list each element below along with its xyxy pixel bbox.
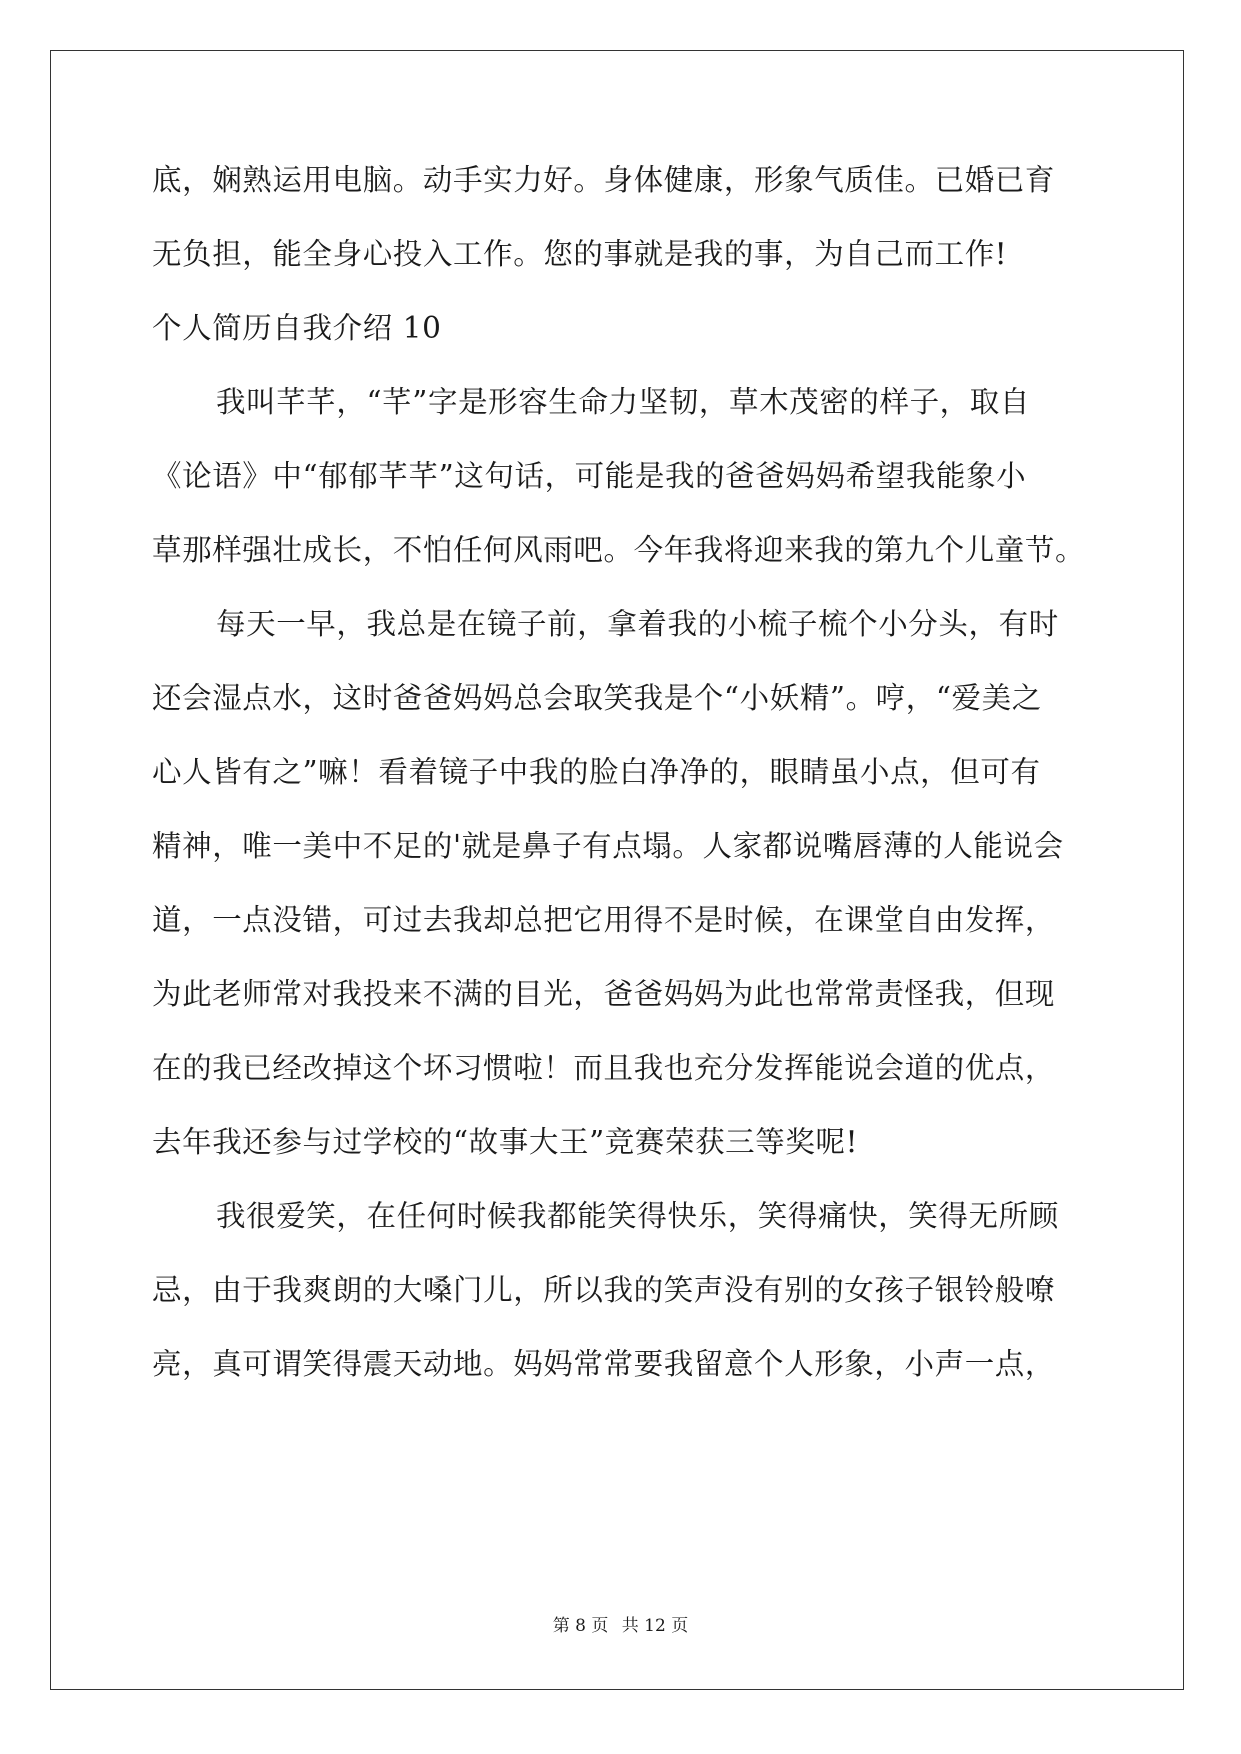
text-line: 《论语》中“郁郁芊芊”这句话，可能是我的爸爸妈妈希望我能象小 [152,459,1027,493]
text-line: 去年我还参与过学校的“故事大王”竞赛荣获三等奖呢! [152,1125,859,1159]
text-line: 亮，真可谓笑得震天动地。妈妈常常要我留意个人形象，小声一点， [152,1347,1056,1381]
text-line: 心人皆有之”嘛！看着镜子中我的脸白净净的，眼睛虽小点，但可有 [152,755,1041,789]
page-footer [0,1614,1241,1638]
text-line: 忌，由于我爽朗的大嗓门儿，所以我的笑声没有别的女孩子银铃般嘹 [152,1273,1056,1307]
text-line: 我很爱笑，在任何时候我都能笑得快乐，笑得痛快，笑得无所顾 [216,1199,1059,1233]
text-line: 道，一点没错，可过去我却总把它用得不是时候，在课堂自由发挥， [152,903,1056,937]
text-line: 底，娴熟运用电脑。动手实力好。身体健康，形象气质佳。已婚已育 [152,163,1056,197]
text-line: 草那样强壮成长，不怕任何风雨吧。今年我将迎来我的第九个儿童节。 [152,533,1086,567]
text-line: 无负担，能全身心投入工作。您的事就是我的事，为自己而工作! [152,237,1008,271]
page-number-total: 共 12 页 [621,1616,689,1636]
text-line: 还会湿点水，这时爸爸妈妈总会取笑我是个“小妖精”。哼，“爱美之 [152,681,1042,715]
text-line: 我叫芊芊，“芊”字是形容生命力坚韧，草木茂密的样子，取自 [216,385,1030,419]
text-line: 为此老师常对我投来不满的目光，爸爸妈妈为此也常常责怪我，但现 [152,977,1056,1011]
section-heading: 个人简历自我介绍 10 [152,311,442,345]
text-line: 精神，唯一美中不足的'就是鼻子有点塌。人家都说嘴唇薄的人能说会 [152,829,1064,863]
text-line: 每天一早，我总是在镜子前，拿着我的小梳子梳个小分头，有时 [216,607,1059,641]
text-line: 在的我已经改掉这个坏习惯啦！而且我也充分发挥能说会道的优点， [152,1051,1056,1085]
page-border [50,50,1184,1690]
page-number-current: 第 8 页 [552,1616,609,1636]
